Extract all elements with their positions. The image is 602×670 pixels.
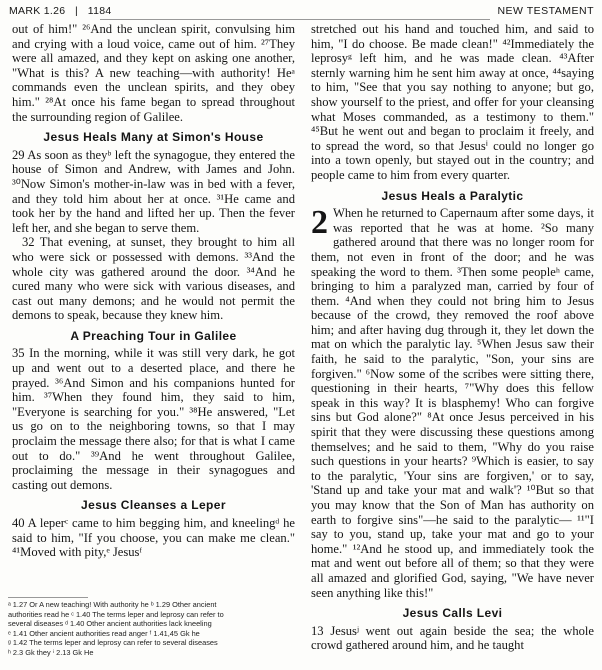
section-heading: Jesus Calls Levi: [402, 606, 503, 621]
left-column: [12, 22, 295, 560]
paragraph: out of him!" ²⁶And the unclean spirit, convulsing him and crying with a loud voice, came out of him. ²⁷They were all amazed, and they kept on asking one another, "What is this? A new teaching—with authority! Heᵃ commands even the unclean spirits, and they obey him." ²⁸At once his fame began to spread throughout the surrounding region of Galilee.: [12, 22, 295, 124]
footnotes: [8, 600, 293, 658]
header-reference: MARK 1.26 | 1184: [9, 5, 112, 17]
section-heading: Jesus Cleanses a Leper: [81, 498, 226, 513]
section-heading: Jesus Heals a Paralytic: [381, 188, 524, 203]
paragraph: 13 Jesusʲ went out again beside the sea; the whole crowd gathered around him, and he taught: [311, 623, 594, 653]
footnote-rule: [8, 597, 88, 598]
paragraph: 29 As soon as theyᵇ left the synagogue, they entered the house of Simon and Andrew, with James and John. ³⁰Now Simon's mother-in-law was in bed with a fever, and they told him about her at once. ³¹He came and took her by the hand and lifted her up. Then the fever left her, and she began to serve them.: [12, 147, 295, 235]
footnote-line: several diseases ᵈ 1.40 Other ancient authorities lack kneeling: [8, 619, 212, 629]
paragraph-text: When he returned to Capernaum after some days, it was reported that he was at home. ²So many gathered around that there was no longer room for them, not even in front of the door; and he was speaking the word to them. ³Then some peopleʰ came, bringing to him a paralyzed man, carried by four of them. ⁴And when they could not bring him to Jesus because of the crowd, they removed the roof above him; and after having dug through it, they let down the mat on which the paralytic lay. ⁵When Jesus saw their faith, he said to the paralytic, "Son, your sins are forgiven." ⁶Now some of the scribes were sitting there, questioning in their hearts, ⁷"Why does this fellow speak in this way? It is blasphemy! Who can forgive sins but God alone?" ⁸At once Jesus perceived in his spirit that they were discussing these questions among themselves; and he said to them, "Why do you raise such questions in your hearts? ⁹Which is easier, to say to the paralytic, 'Your sins are forgiven,' or to say, 'Stand up and take your mat and walk'? ¹⁰But so that you may know that the Son of Man has authority on earth to forgive sins"—he said to the paralytic— ¹¹"I say to you, stand up, take your mat and go to your home." ¹²And he stood up, and immediately took the mat and went out before all of them; so that they were all amazed and glorified God, saying, "We have never seen anything like this!": [311, 206, 594, 600]
section-heading: Jesus Heals Many at Simon's House: [43, 130, 264, 145]
right-column: [311, 22, 594, 653]
chapter-number: 2: [311, 204, 328, 242]
footnote-line: ᵉ 1.41 Other ancient authorities read anger ᶠ 1.41,45 Gk he: [8, 628, 200, 638]
header-section: NEW TESTAMENT: [497, 5, 594, 17]
paragraph: 32 That evening, at sunset, they brought to him all who were sick or possessed with demons. ³³And the whole city was gathered around the door. ³⁴And he cured many who were sick with various diseases, and cast out many demons; and he would not permit the demons to speak, because they knew him.: [12, 235, 295, 323]
footnote-line: ᵍ 1.42 The terms leper and leprosy can refer to several diseases: [8, 638, 218, 648]
page-number: 1184: [87, 5, 112, 17]
footnote-line: ᵃ 1.27 Or A new teaching! With authority he ᵇ 1.29 Other ancient: [8, 600, 217, 609]
paragraph-with-chapter: [311, 206, 594, 600]
paragraph: 35 In the morning, while it was still very dark, he got up and went out to a deserted place, and there he prayed. ³⁶And Simon and his companions hunted for him. ³⁷When they found him, they said to him, "Everyone is searching for you." ³⁸He answered, "Let us go on to the neighboring towns, so that I may proclaim the message there also; for that is what I came out to do." ³⁹And he went throughout Galilee, proclaiming the message in their synagogues and casting out demons.: [12, 346, 295, 492]
paragraph: 40 A leperᶜ came to him begging him, and kneelingᵈ he said to him, "If you choose, you can make me clean." ⁴¹Moved with pity,ᵉ Jesusᶠ: [12, 516, 295, 560]
footnote-line: ʰ 2.3 Gk they ⁱ 2.13 Gk He: [8, 647, 94, 657]
section-heading: A Preaching Tour in Galilee: [70, 328, 237, 343]
footnote-line: authorities read he ᶜ 1.40 The terms leper and leprosy can refer to: [8, 609, 224, 619]
header-rule: [100, 19, 490, 20]
paragraph: stretched out his hand and touched him, and said to him, "I do choose. Be made clean!" ⁴²Immediately the leprosyᵍ left him, and he was made clean. ⁴³After sternly warning him he sent him away at once, ⁴⁴saying to him, "See that you say nothing to anyone; but go, show yourself to the priest, and offer for your cleansing what Moses commanded, as a testimony to them." ⁴⁵But he went out and began to proclaim it freely, and to spread the word, so that Jesusⁱ could no longer go into a town openly, but stayed out in the country; and people came to him from every quarter.: [311, 22, 594, 182]
